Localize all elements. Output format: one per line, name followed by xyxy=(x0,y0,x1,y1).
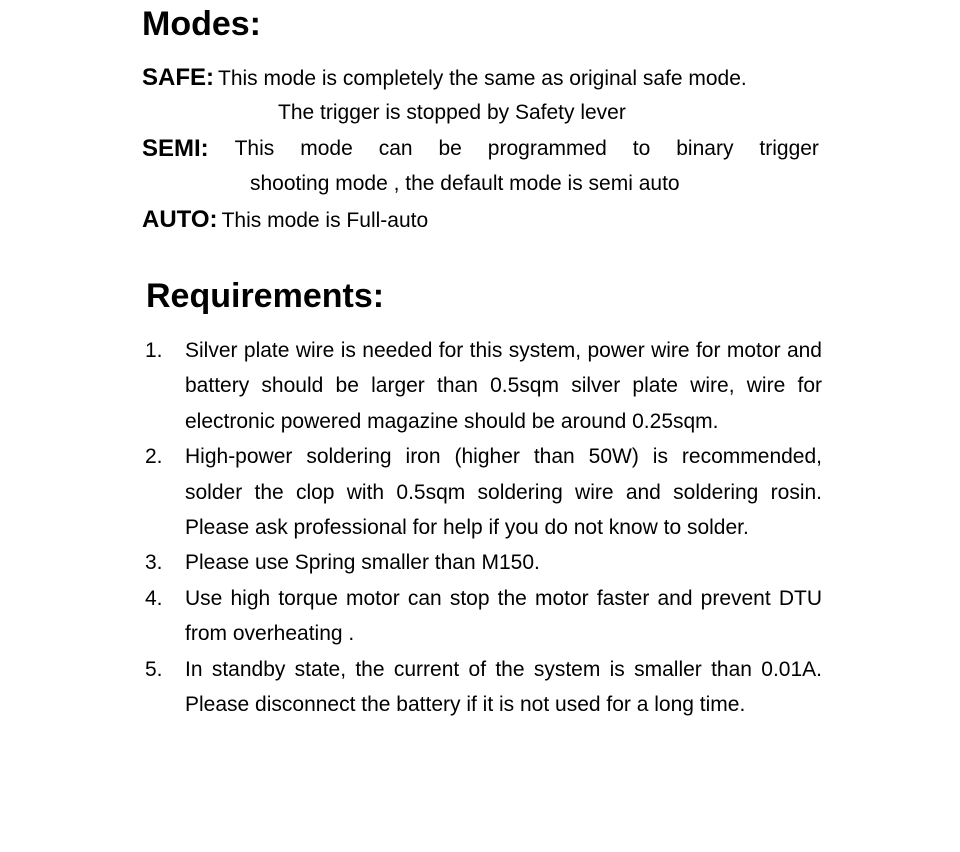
mode-semi-label: SEMI: xyxy=(142,135,209,162)
requirement-text: In standby state, the current of the system is smaller than 0.01A. Please disconnect the battery if it is not used for a long time. xyxy=(185,657,822,717)
requirements-heading: Requirements: xyxy=(146,277,385,315)
mode-auto-line-1 xyxy=(142,202,428,238)
requirement-number: 1. xyxy=(145,339,163,362)
mode-semi-word: be xyxy=(438,137,462,160)
mode-semi-word: This xyxy=(234,137,275,160)
mode-semi-description-line-2: shooting mode , the default mode is semi auto xyxy=(250,172,680,195)
requirement-text: High-power soldering iron (higher than 50W) is recommended, solder the clop with 0.5sqm soldering wire and soldering rosin. Please ask professional for help if you do not know to solder. xyxy=(185,445,822,540)
mode-auto-label: AUTO: xyxy=(142,206,218,233)
mode-semi-word: trigger xyxy=(759,137,819,160)
requirement-number: 4. xyxy=(145,586,163,610)
requirement-item xyxy=(145,439,825,545)
modes-heading: Modes: xyxy=(142,5,261,43)
requirement-number: 2. xyxy=(145,445,163,469)
requirement-number: 3. xyxy=(145,551,163,575)
requirements-list xyxy=(145,333,825,722)
mode-semi xyxy=(142,131,824,203)
mode-auto-description: This mode is Full-auto xyxy=(221,209,429,232)
mode-semi-line-1 xyxy=(142,131,819,166)
requirement-number: 5. xyxy=(145,657,163,681)
mode-safe-label: SAFE: xyxy=(142,64,214,91)
requirement-item xyxy=(145,581,825,652)
mode-semi-word: binary xyxy=(676,137,734,160)
requirement-item xyxy=(145,545,825,580)
requirement-item xyxy=(145,652,825,723)
mode-semi-word: mode xyxy=(300,137,353,160)
requirement-item xyxy=(145,333,825,439)
mode-safe-description-line-2: The trigger is stopped by Safety lever xyxy=(278,101,626,124)
mode-semi-word: to xyxy=(632,137,651,160)
mode-safe xyxy=(142,60,842,132)
mode-safe-line-1 xyxy=(142,60,747,96)
requirement-text: Silver plate wire is needed for this system, power wire for motor and battery should be larger than 0.5sqm silver plate wire, wire for electronic powered magazine should be around 0.25sqm. xyxy=(185,339,822,433)
mode-safe-description-line-1: This mode is completely the same as original safe mode. xyxy=(218,67,747,90)
mode-semi-word: programmed xyxy=(487,137,607,160)
requirement-text: Use high torque motor can stop the motor faster and prevent DTU from overheating . xyxy=(185,586,822,646)
mode-auto xyxy=(142,202,742,238)
requirement-text: Please use Spring smaller than M150. xyxy=(185,551,540,575)
mode-semi-word: can xyxy=(378,137,413,160)
